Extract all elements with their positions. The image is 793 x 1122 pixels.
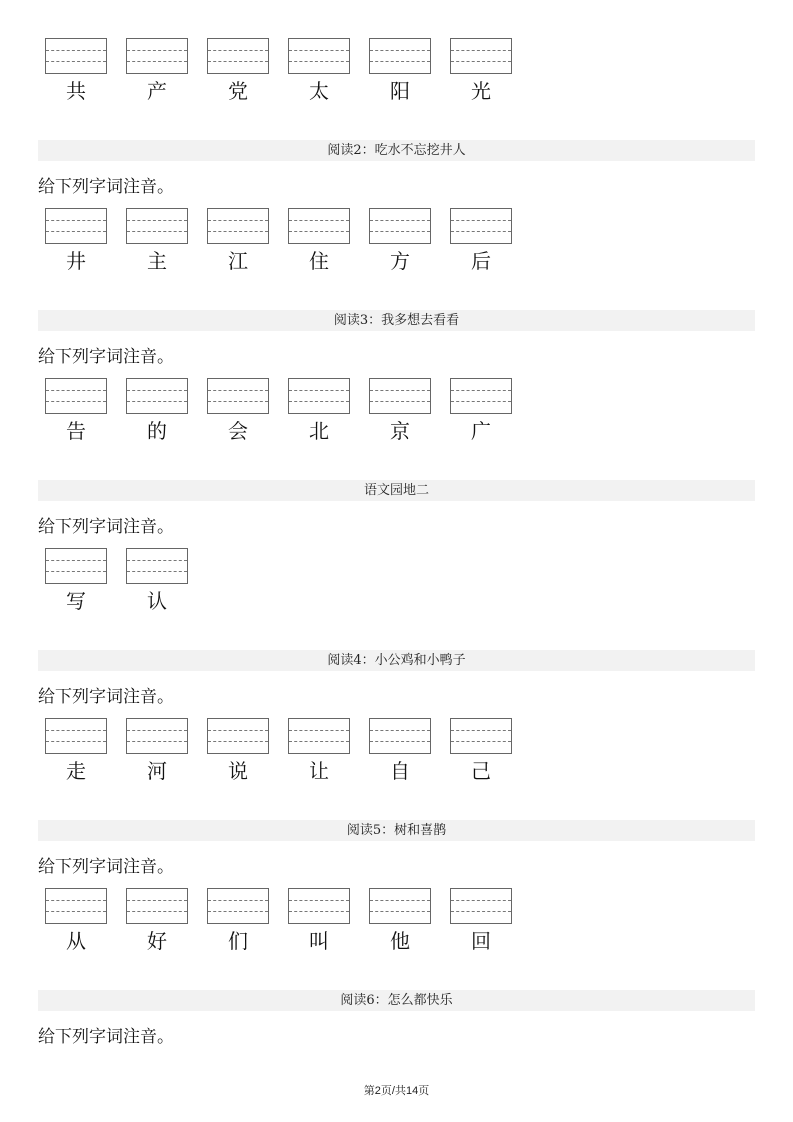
pinyin-box[interactable]: [450, 378, 512, 414]
pinyin-box[interactable]: [45, 718, 107, 754]
pinyin-box[interactable]: [45, 888, 107, 924]
pinyin-box[interactable]: [450, 38, 512, 74]
section-header: 阅读3：我多想去看看: [38, 310, 755, 331]
character-item: [126, 38, 207, 103]
pinyin-box[interactable]: [369, 718, 431, 754]
pinyin-box[interactable]: [207, 208, 269, 244]
character-item: [288, 208, 369, 273]
character-item: [369, 38, 450, 103]
character-item: [45, 38, 126, 103]
character: 好: [147, 929, 167, 953]
section-header: 阅读2：吃水不忘挖井人: [38, 140, 755, 161]
character: 写: [66, 589, 86, 613]
pinyin-box[interactable]: [126, 548, 188, 584]
character-item: [369, 888, 450, 953]
character-item: [450, 378, 531, 443]
character: 江: [228, 249, 248, 273]
pinyin-box[interactable]: [207, 718, 269, 754]
character-item: [45, 718, 126, 783]
character: 井: [66, 249, 86, 273]
character-item: [450, 38, 531, 103]
character-item: [288, 38, 369, 103]
section: [38, 650, 755, 783]
pinyin-box[interactable]: [369, 378, 431, 414]
section-header: 语文园地二: [38, 480, 755, 501]
character-item: [126, 378, 207, 443]
character-item: [288, 888, 369, 953]
character: 阳: [390, 79, 410, 103]
pinyin-row: [38, 888, 755, 953]
instruction: 给下列字词注音。: [38, 347, 174, 367]
character: 住: [309, 249, 329, 273]
content: [38, 38, 755, 1049]
character-item: [207, 718, 288, 783]
character-item: [450, 888, 531, 953]
character-item: [288, 718, 369, 783]
instruction: 给下列字词注音。: [38, 177, 174, 197]
section: [38, 480, 755, 613]
character: 叫: [309, 929, 329, 953]
pinyin-box[interactable]: [369, 38, 431, 74]
character: 共: [66, 79, 86, 103]
pinyin-box[interactable]: [288, 208, 350, 244]
pinyin-box[interactable]: [126, 888, 188, 924]
pinyin-box[interactable]: [450, 208, 512, 244]
character: 后: [471, 249, 491, 273]
character-item: [45, 208, 126, 273]
instruction: 给下列字词注音。: [38, 857, 174, 877]
pinyin-box[interactable]: [45, 548, 107, 584]
character-item: [126, 888, 207, 953]
pinyin-row: [38, 378, 755, 443]
character: 广: [471, 419, 491, 443]
pinyin-box[interactable]: [126, 38, 188, 74]
pinyin-box[interactable]: [288, 378, 350, 414]
character: 主: [147, 249, 167, 273]
character-item: [207, 38, 288, 103]
pinyin-box[interactable]: [288, 888, 350, 924]
pinyin-box[interactable]: [369, 888, 431, 924]
section: [38, 310, 755, 443]
section-header: 阅读4：小公鸡和小鸭子: [38, 650, 755, 671]
pinyin-row: [38, 38, 755, 103]
character: 的: [147, 419, 167, 443]
pinyin-box[interactable]: [207, 378, 269, 414]
character: 让: [309, 759, 329, 783]
character-item: [45, 548, 126, 613]
section-header: 阅读6：怎么都快乐: [38, 990, 755, 1011]
character: 自: [390, 759, 410, 783]
character: 北: [309, 419, 329, 443]
pinyin-box[interactable]: [126, 718, 188, 754]
character-item: [126, 208, 207, 273]
pinyin-box[interactable]: [369, 208, 431, 244]
instruction: 给下列字词注音。: [38, 687, 174, 707]
character: 党: [228, 79, 248, 103]
character-item: [450, 208, 531, 273]
pinyin-row: [38, 548, 755, 613]
character-item: [369, 208, 450, 273]
section: [38, 990, 755, 1049]
pinyin-box[interactable]: [288, 38, 350, 74]
character: 们: [228, 929, 248, 953]
character: 京: [390, 419, 410, 443]
character-item: [450, 718, 531, 783]
pinyin-box[interactable]: [126, 208, 188, 244]
character: 回: [471, 929, 491, 953]
character: 太: [309, 79, 329, 103]
character-item: [45, 888, 126, 953]
character-item: [207, 208, 288, 273]
instruction: 给下列字词注音。: [38, 1027, 174, 1047]
pinyin-box[interactable]: [126, 378, 188, 414]
pinyin-box[interactable]: [45, 38, 107, 74]
character-item: [207, 888, 288, 953]
character: 产: [147, 79, 167, 103]
pinyin-row: [38, 208, 755, 273]
character: 己: [471, 759, 491, 783]
pinyin-box[interactable]: [45, 378, 107, 414]
character-item: [126, 718, 207, 783]
character: 他: [390, 929, 410, 953]
section: [38, 38, 755, 103]
character: 认: [147, 589, 167, 613]
character: 走: [66, 759, 86, 783]
section-header: 阅读5：树和喜鹊: [38, 820, 755, 841]
pinyin-box[interactable]: [450, 718, 512, 754]
character-item: [369, 718, 450, 783]
page-footer: 第2页/共14页: [363, 1085, 430, 1097]
character: 河: [147, 759, 167, 783]
character-item: [207, 378, 288, 443]
pinyin-box[interactable]: [45, 208, 107, 244]
character-item: [288, 378, 369, 443]
section: [38, 820, 755, 953]
instruction: 给下列字词注音。: [38, 517, 174, 537]
section: [38, 140, 755, 273]
character: 说: [228, 759, 248, 783]
pinyin-box[interactable]: [450, 888, 512, 924]
character-item: [369, 378, 450, 443]
pinyin-box[interactable]: [288, 718, 350, 754]
character: 会: [228, 419, 248, 443]
character: 告: [66, 419, 86, 443]
character-item: [126, 548, 207, 613]
pinyin-box[interactable]: [207, 38, 269, 74]
pinyin-box[interactable]: [207, 888, 269, 924]
character: 从: [66, 929, 86, 953]
character: 方: [390, 249, 410, 273]
pinyin-row: [38, 718, 755, 783]
character-item: [45, 378, 126, 443]
character: 光: [471, 79, 491, 103]
